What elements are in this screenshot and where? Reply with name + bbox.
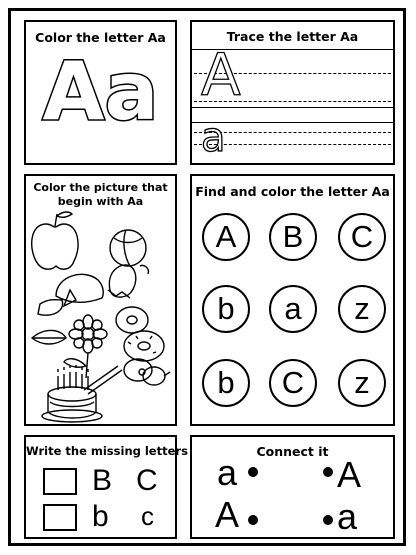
connect-title: Connect it: [256, 444, 329, 459]
letter-circle[interactable]: z: [338, 359, 386, 407]
connect-dot[interactable]: [248, 467, 258, 477]
trace-lowercase: a: [201, 115, 226, 161]
missing-letter: c: [141, 501, 154, 531]
cake-icon: [42, 365, 102, 422]
color-picture-title: [26, 181, 175, 209]
connect-left-letter: a: [217, 452, 238, 493]
letter-circle[interactable]: z: [338, 285, 386, 333]
missing-letter: B: [92, 464, 113, 497]
egg-icon: [108, 265, 148, 298]
guitar-icon: [84, 359, 170, 394]
letter-circle[interactable]: b: [202, 285, 250, 333]
trace-letter-panel: [190, 20, 395, 165]
trace-uppercase: A: [201, 41, 241, 109]
letter-circle[interactable]: b: [202, 359, 250, 407]
color-picture-title-text: Color the picture that begin with Aa: [33, 181, 168, 208]
letter-circle[interactable]: a: [269, 285, 317, 333]
trace-letter-title: Trace the letter Aa: [226, 29, 359, 44]
find-letter-title: Find and color the letter Aa: [195, 184, 390, 199]
connect-left-letter: A: [215, 494, 240, 535]
apple-icon: [32, 212, 78, 269]
letter-circle[interactable]: A: [202, 213, 250, 261]
letter-circle[interactable]: C: [338, 213, 386, 261]
connect-dot[interactable]: [248, 515, 258, 525]
missing-letter: C: [136, 464, 158, 497]
ball-icon: [110, 230, 146, 266]
connect-panel: [190, 435, 395, 539]
missing-letters-title: Write the missing letters: [26, 444, 188, 458]
answer-box[interactable]: [43, 468, 77, 495]
connect-right-letter: a: [337, 496, 358, 537]
connect-dot[interactable]: [323, 515, 333, 525]
hat-icon: [38, 274, 103, 315]
donut-icon: [116, 307, 164, 361]
color-letter-title: Color the letter Aa: [35, 30, 166, 45]
answer-box[interactable]: [43, 504, 77, 531]
letter-circle[interactable]: C: [269, 359, 317, 407]
color-picture-panel: [24, 174, 177, 426]
connect-dot[interactable]: [323, 467, 333, 477]
flower-icon: [64, 315, 107, 378]
outline-letters: Aa: [42, 45, 159, 138]
leaf-icon: [32, 330, 66, 344]
color-letter-panel: [24, 20, 177, 165]
clipart-illustration: [26, 206, 175, 426]
find-letter-panel: [190, 174, 395, 426]
letter-circle[interactable]: B: [269, 213, 317, 261]
connect-right-letter: A: [337, 454, 362, 495]
missing-letter: b: [92, 500, 109, 533]
missing-letters-panel: [24, 435, 188, 539]
